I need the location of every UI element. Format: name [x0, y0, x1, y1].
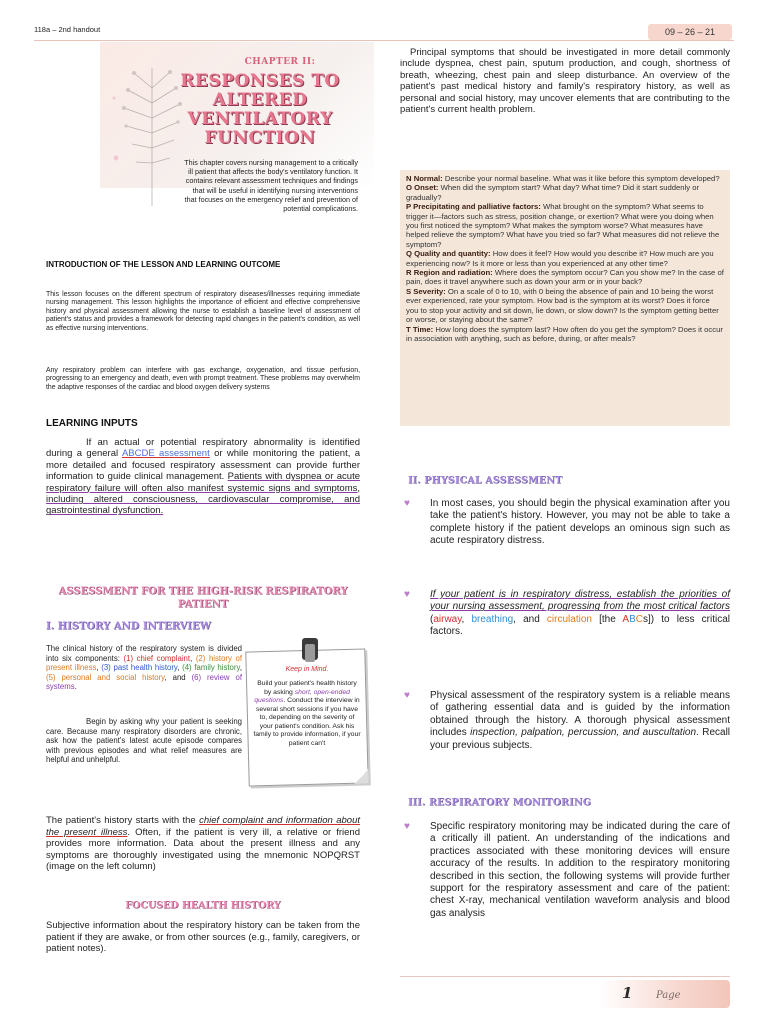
heart-bullet-icon: ♥ — [404, 498, 410, 509]
nopqrst-key: S Severity: — [406, 286, 446, 296]
keep-in-mind-body — [253, 680, 361, 748]
note-text-3: . Conduct the interview in several short sessions if you have to, depending on the severity of your patient's condition. Ask his family to provide information, if your patient can't — [253, 697, 361, 747]
comma-text: , — [461, 613, 472, 625]
the-text: [the — [591, 613, 623, 625]
component-and: and — [172, 672, 192, 682]
note-text-1: Build your patient's health history by asking — [257, 680, 357, 696]
nopqrst-key: R Region and radiation: — [406, 268, 493, 278]
nopqrst-text: When did the symptom start? What day? What time? Did it start suddenly or gradually? — [406, 183, 700, 202]
learning-text-3: or while monitoring the patient, a more detailed and focused respiratory assessment can provide further information to guide clinical management. — [46, 448, 360, 483]
intro-paragraph-2: Any respiratory problem can interfere with gas exchange, oxygenation, and tissue perfusion, progressing to an emergency and death, even with prompt treatment. These problems may overwhelm the adaptive responses of the cardiac and blood oxygen delivery systems — [46, 367, 360, 391]
nopqrst-mnemonic-box — [400, 170, 730, 426]
patient-history-text — [46, 815, 360, 873]
nopqrst-item — [406, 287, 724, 325]
component-present-illness: (2) history of present illness — [46, 653, 242, 673]
footer-divider — [400, 976, 730, 977]
chapter-description: This chapter covers nursing management to a critically ill patient that affects the body's ventilatory function. It contains relevant assessment techniques and findings that will be useful in identifying nursing interventions that focuses on the emergency relief and prevention of potential complications. — [184, 158, 358, 214]
learning-inputs-heading: LEARNING INPUTS — [46, 418, 138, 429]
and-text: , and — [513, 613, 547, 625]
intro-heading: INTRODUCTION OF THE LESSON AND LEARNING OUTCOME — [46, 260, 281, 269]
history-interview-heading: I. HISTORY AND INTERVIEW — [46, 621, 211, 632]
nopqrst-item — [406, 174, 724, 183]
learning-text-1: If an actual or potential respiratory abnormality is identified during a general — [46, 437, 360, 460]
nopqrst-item — [406, 249, 724, 268]
patient-history-underlined: chief complaint and information about the present illness — [46, 815, 360, 838]
priorities-underlined: If your patient is in respiratory distress, establish the priorities of your nursing assessment, progressing from the most critical factors — [430, 589, 730, 613]
bullet-text — [430, 589, 730, 639]
circulation-text: circulation — [546, 613, 592, 625]
subjective-info-text: Subjective information about the respiratory history can be taken from the patient if they are awake, or from other sources (e.g., family, caregivers, or patient notes). — [46, 920, 360, 955]
header-divider — [34, 40, 734, 41]
note-text-emphasis: short, open-ended questions — [254, 688, 350, 704]
paren-close: s]) to less critical factors. — [430, 613, 730, 638]
date-badge: 09 – 26 – 21 — [648, 24, 732, 40]
bullet-item — [404, 589, 730, 639]
intro-paragraph-1: This lesson focuses on the different spectrum of respiratory diseases/illnesses requiring immediate nursing management. This lesson highlights the importance of efficient and effective comprehensive history and physical assessment allowing the nurse to establish a baseline level of assessment of patient's status and provides a framework for detecting rapid changes in the patient's condition, as well as effective nursing interventions. — [46, 291, 360, 332]
page-word: Page — [656, 990, 681, 1001]
component-past-health: (3) past health history — [101, 663, 178, 673]
component-chief-complaint: (1) chief complaint — [123, 653, 191, 663]
nopqrst-text: How long does the symptom last? How often do you get the symptom? Does it occur in association with anything, such as before, during, or after meals? — [406, 324, 723, 343]
bullet-item — [404, 498, 730, 548]
nopqrst-text: Describe your normal baseline. What was it like before this symptom developed? — [442, 174, 720, 183]
component-review-systems: (6) review of systems — [46, 672, 242, 692]
keep-in-mind-title: Keep in Mind. — [285, 666, 329, 673]
page-number: 1 — [622, 984, 633, 1002]
principal-symptoms-body: Principal symptoms that should be investigated in more detail commonly include dyspnea, chest pain, sputum production, and cough, shortness of breath, wheezing, chest pain and sleep disturbance. An overview of the patient's past medical history and family's respiratory history, as well as personal and social history, may uncover elements that are contributing to the patient's current health problem. — [400, 47, 730, 116]
nopqrst-text: What brought on the symptom? What seems to trigger it—factors such as stress, position change, or exertion? What were you doing when you first noticed the symptom? What makes the symptom worse? What measures have helped relieve the symptom? What have you tried so far? What measures did not relieve the symptom? — [406, 202, 720, 249]
nopqrst-key: N Normal: — [406, 174, 443, 183]
nopqrst-text: On a scale of 0 to 10, with 0 being the absence of pain and 10 being the worst ever experienced, rate your symptom. How bad is the symptom at its worst? Does it force you to stop your activity and sit down, lie down, or slow down? Is the symptom getting better or worse, or staying about the same? — [406, 286, 719, 325]
abc-c-letter: C — [635, 613, 643, 625]
nopqrst-key: P Precipitating and palliative factors: — [406, 202, 541, 212]
course-label: 118a – 2nd handout — [34, 25, 101, 34]
nopqrst-item — [406, 325, 724, 344]
physical-assessment-heading: II. PHYSICAL ASSESSMENT — [408, 475, 563, 486]
chapter-title: RESPONSES TO ALTERED VENTILATORY FUNCTION — [180, 71, 340, 148]
heart-bullet-icon: ♥ — [404, 690, 410, 701]
assessment-heading: ASSESSMENT FOR THE HIGH-RISK RESPIRATORY PATIENT — [58, 586, 348, 610]
component-personal-social: (5) personal and social history — [46, 672, 165, 682]
bullet-text — [430, 690, 730, 752]
patient-history-post: . Often, if the patient is very ill, a relative or friend provides more information. Data about the present illness and any symptoms are thoroughly investigated using the mnemonic NOPQRST (image on the left column) — [46, 826, 360, 873]
physical-assessment-techniques: inspection, palpation, percussion, and auscultation — [470, 727, 697, 739]
bullet-item — [404, 690, 730, 752]
bullet-text: In most cases, you should begin the physical examination after you take the patient's history. However, you may not be able to take a complete history if the patient develops an ominous sign such as acute respiratory distress. — [430, 498, 730, 547]
nopqrst-item — [406, 202, 724, 249]
abcde-assessment-text: ABCDE assessment — [121, 448, 210, 460]
airway-text: airway — [433, 613, 462, 625]
focused-health-history-heading: FOCUSED HEALTH HISTORY — [125, 900, 281, 911]
physical-assessment-pre: Physical assessment of the respiratory system is a reliable means of gathering essential data and is guided by the information obtained through the history. A thorough physical assessment includes — [430, 690, 730, 739]
learning-inputs-text — [46, 437, 360, 517]
heart-bullet-icon: ♥ — [404, 821, 410, 832]
physical-assessment-post: . Recall your previous subjects. — [430, 727, 731, 751]
bullet-item — [404, 821, 730, 920]
nopqrst-key: T Time: — [406, 324, 434, 334]
breathing-text: breathing — [471, 613, 514, 625]
nopqrst-item — [406, 268, 724, 287]
paper-clip-icon — [300, 636, 320, 664]
nopqrst-key: Q Quality and quantity: — [406, 249, 491, 259]
nopqrst-text: Where does the symptom occur? Can you show me? In the case of pain, does it travel anywhere such as down your arm or in your back? — [406, 268, 724, 287]
patient-history-pre: The patient's history starts with the — [46, 815, 200, 826]
principal-symptoms-text — [400, 47, 730, 115]
nopqrst-text: How does it feel? How would you describe it? How much are you experiencing now? Is it more or less than you experienced at any other time? — [406, 249, 714, 268]
abc-b-letter: B — [629, 613, 636, 625]
begin-asking-body: Begin by asking why your patient is seeking care. Because many respiratory disorders are chronic, ask how the patient's latest acute episode compares with previous episodes and what relief measures are helpful and unhelpful. — [46, 717, 242, 765]
nopqrst-key: O Onset: — [406, 183, 439, 193]
abc-a-letter: A — [622, 613, 630, 625]
begin-asking-text — [46, 717, 242, 765]
paren-open: ( — [430, 613, 434, 625]
clinical-history-text: The clinical history of the respiratory system is divided into six components: (1) chief complaint, (2) history of present illness, (3) past health history, (4) family history, (5) personal and social history, and (6) review of systems. — [46, 644, 242, 692]
heart-bullet-icon: ♥ — [404, 589, 410, 600]
chapter-label: CHAPTER II: — [244, 57, 316, 67]
learning-underlined-text: Patients with dyspnea or acute respiratory failure will often also manifest systemic signs and symptoms, including altered consciousness, cardiovascular compromise, and gastrointestinal dysfunction. — [46, 471, 360, 517]
bullet-text: Specific respiratory monitoring may be indicated during the care of a critically ill patient. An understanding of the indications and practices associated with these monitoring devices will ensure accuracy of the results. In addition to the respiratory monitoring described in this section, the following systems will provide further support for the respiratory assessment and care of the patient: chest X-ray, mechanical ventilation waveform analysis and blood gas analysis — [430, 821, 730, 919]
respiratory-monitoring-heading: III. RESPIRATORY MONITORING — [408, 797, 592, 808]
component-family-history: (4) family history — [182, 663, 240, 673]
clinical-history-intro: The clinical history of the respiratory system is divided into six components: — [46, 644, 242, 663]
nopqrst-item — [406, 183, 724, 202]
